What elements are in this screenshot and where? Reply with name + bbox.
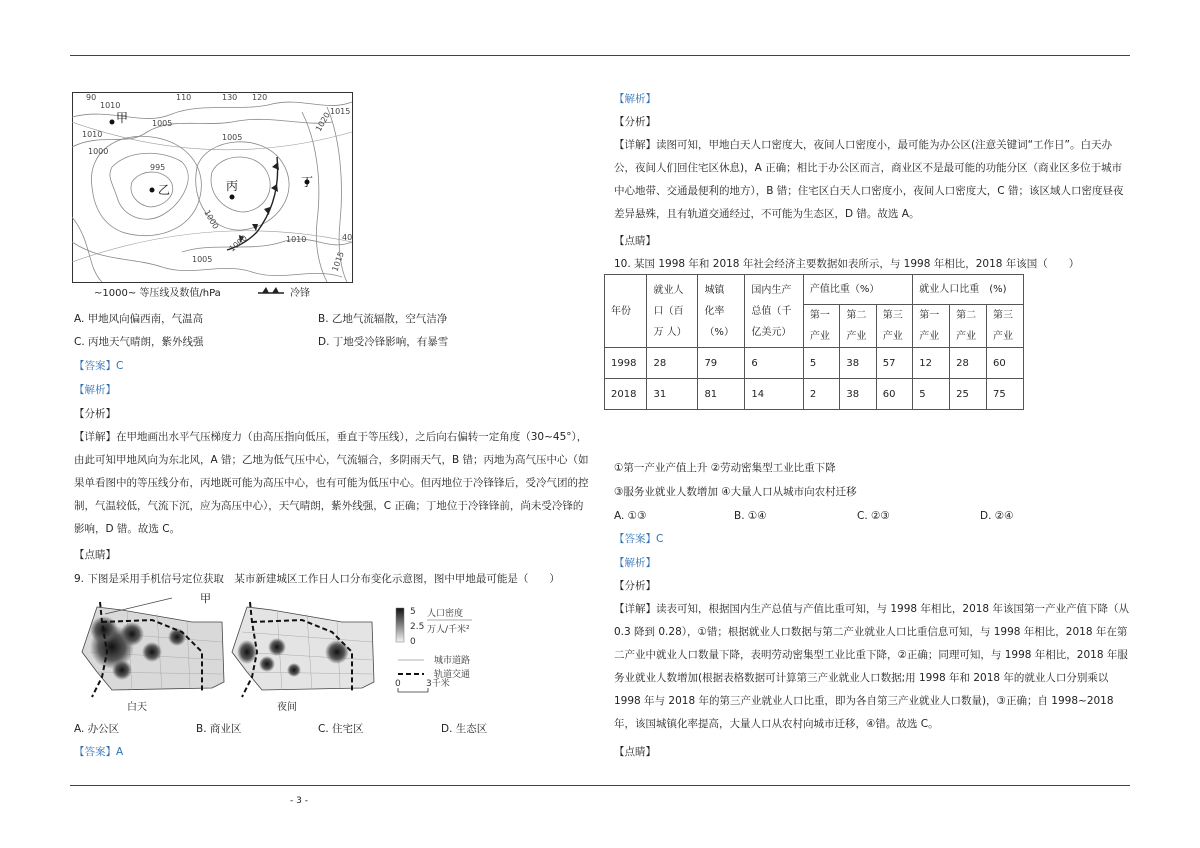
day-map [82, 598, 224, 713]
table-cell: 28 [950, 348, 987, 379]
iso-label: 130 [222, 93, 238, 102]
iso-label: 1005 [222, 133, 243, 142]
header-year: 年份 [605, 275, 647, 348]
iso-label: 1010 [100, 101, 121, 110]
q9-stem: 9. 下图是采用手机信号定位获取 某市新建城区工作日人口分布变化示意图，图中甲地最可能是（ ） [74, 573, 560, 585]
header-employment: 就业人 口（百 万 人） [647, 275, 698, 348]
place-jia: 甲 [116, 111, 129, 125]
q8-option-b[interactable]: B. 乙地气流辐散，空气洁净 [318, 313, 448, 325]
table-row [605, 379, 1024, 410]
table-cell: 5 [913, 379, 950, 410]
table-header-row [605, 275, 1024, 305]
sub-secondary: 第二 产业 [950, 305, 987, 348]
iso-label: 995 [150, 163, 166, 172]
q9-option-b[interactable]: B. 商业区 [196, 723, 242, 735]
iso-label: 1015 [330, 250, 346, 273]
q9-option-a[interactable]: A. 办公区 [74, 723, 120, 735]
night-map-label: 夜间 [277, 702, 297, 713]
iso-label: 1000 [88, 147, 109, 156]
sub-primary: 第一 产业 [803, 305, 839, 348]
night-map [232, 602, 374, 713]
iso-label: 1010 [286, 235, 307, 244]
table-cell: 2018 [605, 379, 647, 410]
q8-detail: 【详解】在甲地画出水平气压梯度力（由高压指向低压，垂直于等压线），之后向右偏转一定角度（30~45°），由此可知甲地风向为东北风，A 错；乙地为低气压中心，气流辐合，多阴雨天气，B 错；丙地为高气压中心（如果单看图中的等压线分布，丙地既可能为高压中心，也有可能为低压中心。但丙地位于冷锋锋后，受冷气团的控制，气温较低，气流下沉，应为高压中心），天气晴朗，紫外线强，C 正确；丁地位于冷锋锋前，尚未受冷锋的影响，D 错。故选 C。 [74, 431, 589, 535]
iso-label: 120 [252, 93, 268, 102]
legend-isobar: ~1000~ 等压线及数值/hPa [94, 288, 221, 299]
q10-analysis-heading: 【解析】 [614, 557, 656, 569]
table-cell: 1998 [605, 348, 647, 379]
q10-answer: 【答案】C [614, 533, 664, 545]
q10-detail: 【详解】读表可知，根据国内生产总值与产值比重可知，与 1998 年相比，2018 年该国第一产业产值下降（从 0.3 降到 0.28），①错；根据就业人口数据与第二产业就业人口比重信息可知，与 1998 年相比，2018 年在第二产业中就业人口数量下降，表明劳动密集型工业比重下降，②正确；同理可知，与 1998 年相比，2018 年服务业就业人数增加(根据表格数据可计算第三产业就业人口数据;用 1998 年和 2018 年的就业人口分别乘以 1998 年与 2018 年的第三产业就业人口比重，即为各自第三产业就业人口数量)，③正确；自 1998~2018 年，该国城镇化率提高，大量人口从农村向城市迁移，④错。故选 C。 [614, 603, 1129, 730]
density-legend [395, 607, 472, 692]
isobar-map [72, 92, 354, 302]
density-label: 人口密度 [427, 609, 464, 619]
iso-label: 110 [176, 93, 192, 102]
page-number: - 3 - [290, 796, 308, 806]
table-cell: 5 [803, 348, 839, 379]
q10-option-c[interactable]: C. ②③ [857, 510, 890, 522]
q10-dianjing-heading: 【点睛】 [614, 746, 656, 758]
sub-secondary: 第二 产业 [840, 305, 876, 348]
scale-value: 5 [410, 607, 416, 617]
iso-label: 1010 [82, 130, 103, 139]
place-yi: 乙 [158, 183, 171, 197]
q8-answer: 【答案】C [74, 360, 124, 372]
table-cell: 12 [913, 348, 950, 379]
scale-value: 0 [410, 637, 416, 647]
table-cell: 14 [745, 379, 804, 410]
q9-answer: 【答案】A [74, 746, 124, 758]
table-cell: 79 [698, 348, 745, 379]
q8-option-a[interactable]: A. 甲地风向偏西南，气温高 [74, 313, 204, 325]
population-density-maps [72, 592, 502, 714]
q10-option-b[interactable]: B. ①④ [734, 510, 767, 522]
q8-fenxi-heading: 【分析】 [74, 408, 116, 420]
header-output-share: 产值比重（%） [803, 275, 912, 305]
header-urbanization: 城镇 化率 （%） [698, 275, 745, 348]
q10-option-a[interactable]: A. ①③ [614, 510, 647, 522]
place-bing: 丙 [226, 179, 239, 193]
iso-label: 40 [342, 233, 353, 242]
sub-tertiary: 第三 产业 [987, 305, 1024, 348]
place-jia: 甲 [200, 592, 211, 605]
sub-tertiary: 第三 产业 [876, 305, 912, 348]
table-cell: 6 [745, 348, 804, 379]
table-row [605, 348, 1024, 379]
iso-label: 1005 [152, 119, 173, 128]
iso-label: 1020 [313, 110, 332, 133]
q10-option-d[interactable]: D. ②④ [980, 510, 1014, 522]
q9-option-c[interactable]: C. 住宅区 [318, 723, 364, 735]
q10-statements-2: ③服务业就业人数增加 ④大量人口从城市向农村迁移 [614, 486, 857, 498]
header-rule [70, 55, 1130, 56]
table-cell: 38 [840, 379, 876, 410]
q10-statements-1: ①第一产业产值上升 ②劳动密集型工业比重下降 [614, 462, 836, 474]
q10-stem: 10. 某国 1998 年和 2018 年社会经济主要数据如表所示，与 1998 年相比，2018 年该国（ ） [614, 258, 1080, 270]
table-cell: 28 [647, 348, 698, 379]
q8-analysis-heading: 【解析】 [74, 384, 116, 396]
scale-value: 2.5 [410, 622, 425, 632]
table-cell: 60 [987, 348, 1024, 379]
sub-primary: 第一 产业 [913, 305, 950, 348]
table-cell: 75 [987, 379, 1024, 410]
iso-label: 1015 [330, 107, 351, 116]
table-cell: 2 [803, 379, 839, 410]
iso-label: 1000 [227, 233, 249, 254]
table-cell: 38 [840, 348, 876, 379]
q9-dianjing-heading: 【点睛】 [614, 235, 656, 247]
table-cell: 57 [876, 348, 912, 379]
header-employment-share: 就业人口比重 (%) [913, 275, 1024, 305]
q10-fenxi-heading: 【分析】 [614, 580, 656, 592]
q9-fenxi-heading: 【分析】 [614, 116, 656, 128]
q8-option-d[interactable]: D. 丁地受冷锋影响，有暴雪 [318, 336, 449, 348]
scale-three-km: 3千米 [426, 679, 450, 689]
iso-label: 1000 [202, 208, 221, 231]
iso-label: 1005 [192, 255, 213, 264]
table-cell: 25 [950, 379, 987, 410]
q9-detail: 【详解】读图可知，甲地白天人口密度大，夜间人口密度小，最可能为办公区(注意关键词“工作日”。白天办公，夜间人们回住宅区休息)，A 正确；相比于办公区而言，商业区不是最可能的功能分区（商业区多位于城市中心地带、交通最便利的地方），B 错；住宅区白天人口密度小，夜间人口密度大，C 错；该区域人口密度昼夜差异悬殊，且有轨道交通经过，不可能为生态区，D 错。故选 A。 [614, 139, 1124, 220]
place-ding: 丁 [301, 175, 314, 189]
legend-cold-front: 冷锋 [290, 288, 310, 299]
q10-economy-table [604, 274, 1024, 410]
q8-dianjing-heading: 【点睛】 [74, 549, 116, 561]
footer-rule [70, 785, 1130, 786]
q8-option-c[interactable]: C. 丙地天气晴朗，紫外线强 [74, 336, 204, 348]
table-cell: 60 [876, 379, 912, 410]
table-cell: 31 [647, 379, 698, 410]
legend-rail: 轨道交通 [434, 670, 471, 680]
legend-road: 城市道路 [434, 656, 471, 666]
iso-label: 90 [86, 93, 97, 102]
density-unit: 万人/千米² [427, 625, 470, 635]
q9-analysis-heading: 【解析】 [614, 93, 656, 105]
header-gdp: 国内生产 总值（千 亿美元） [745, 275, 804, 348]
scale-zero: 0 [395, 679, 401, 689]
q9-option-d[interactable]: D. 生态区 [441, 723, 488, 735]
day-map-label: 白天 [127, 702, 147, 713]
table-cell: 81 [698, 379, 745, 410]
